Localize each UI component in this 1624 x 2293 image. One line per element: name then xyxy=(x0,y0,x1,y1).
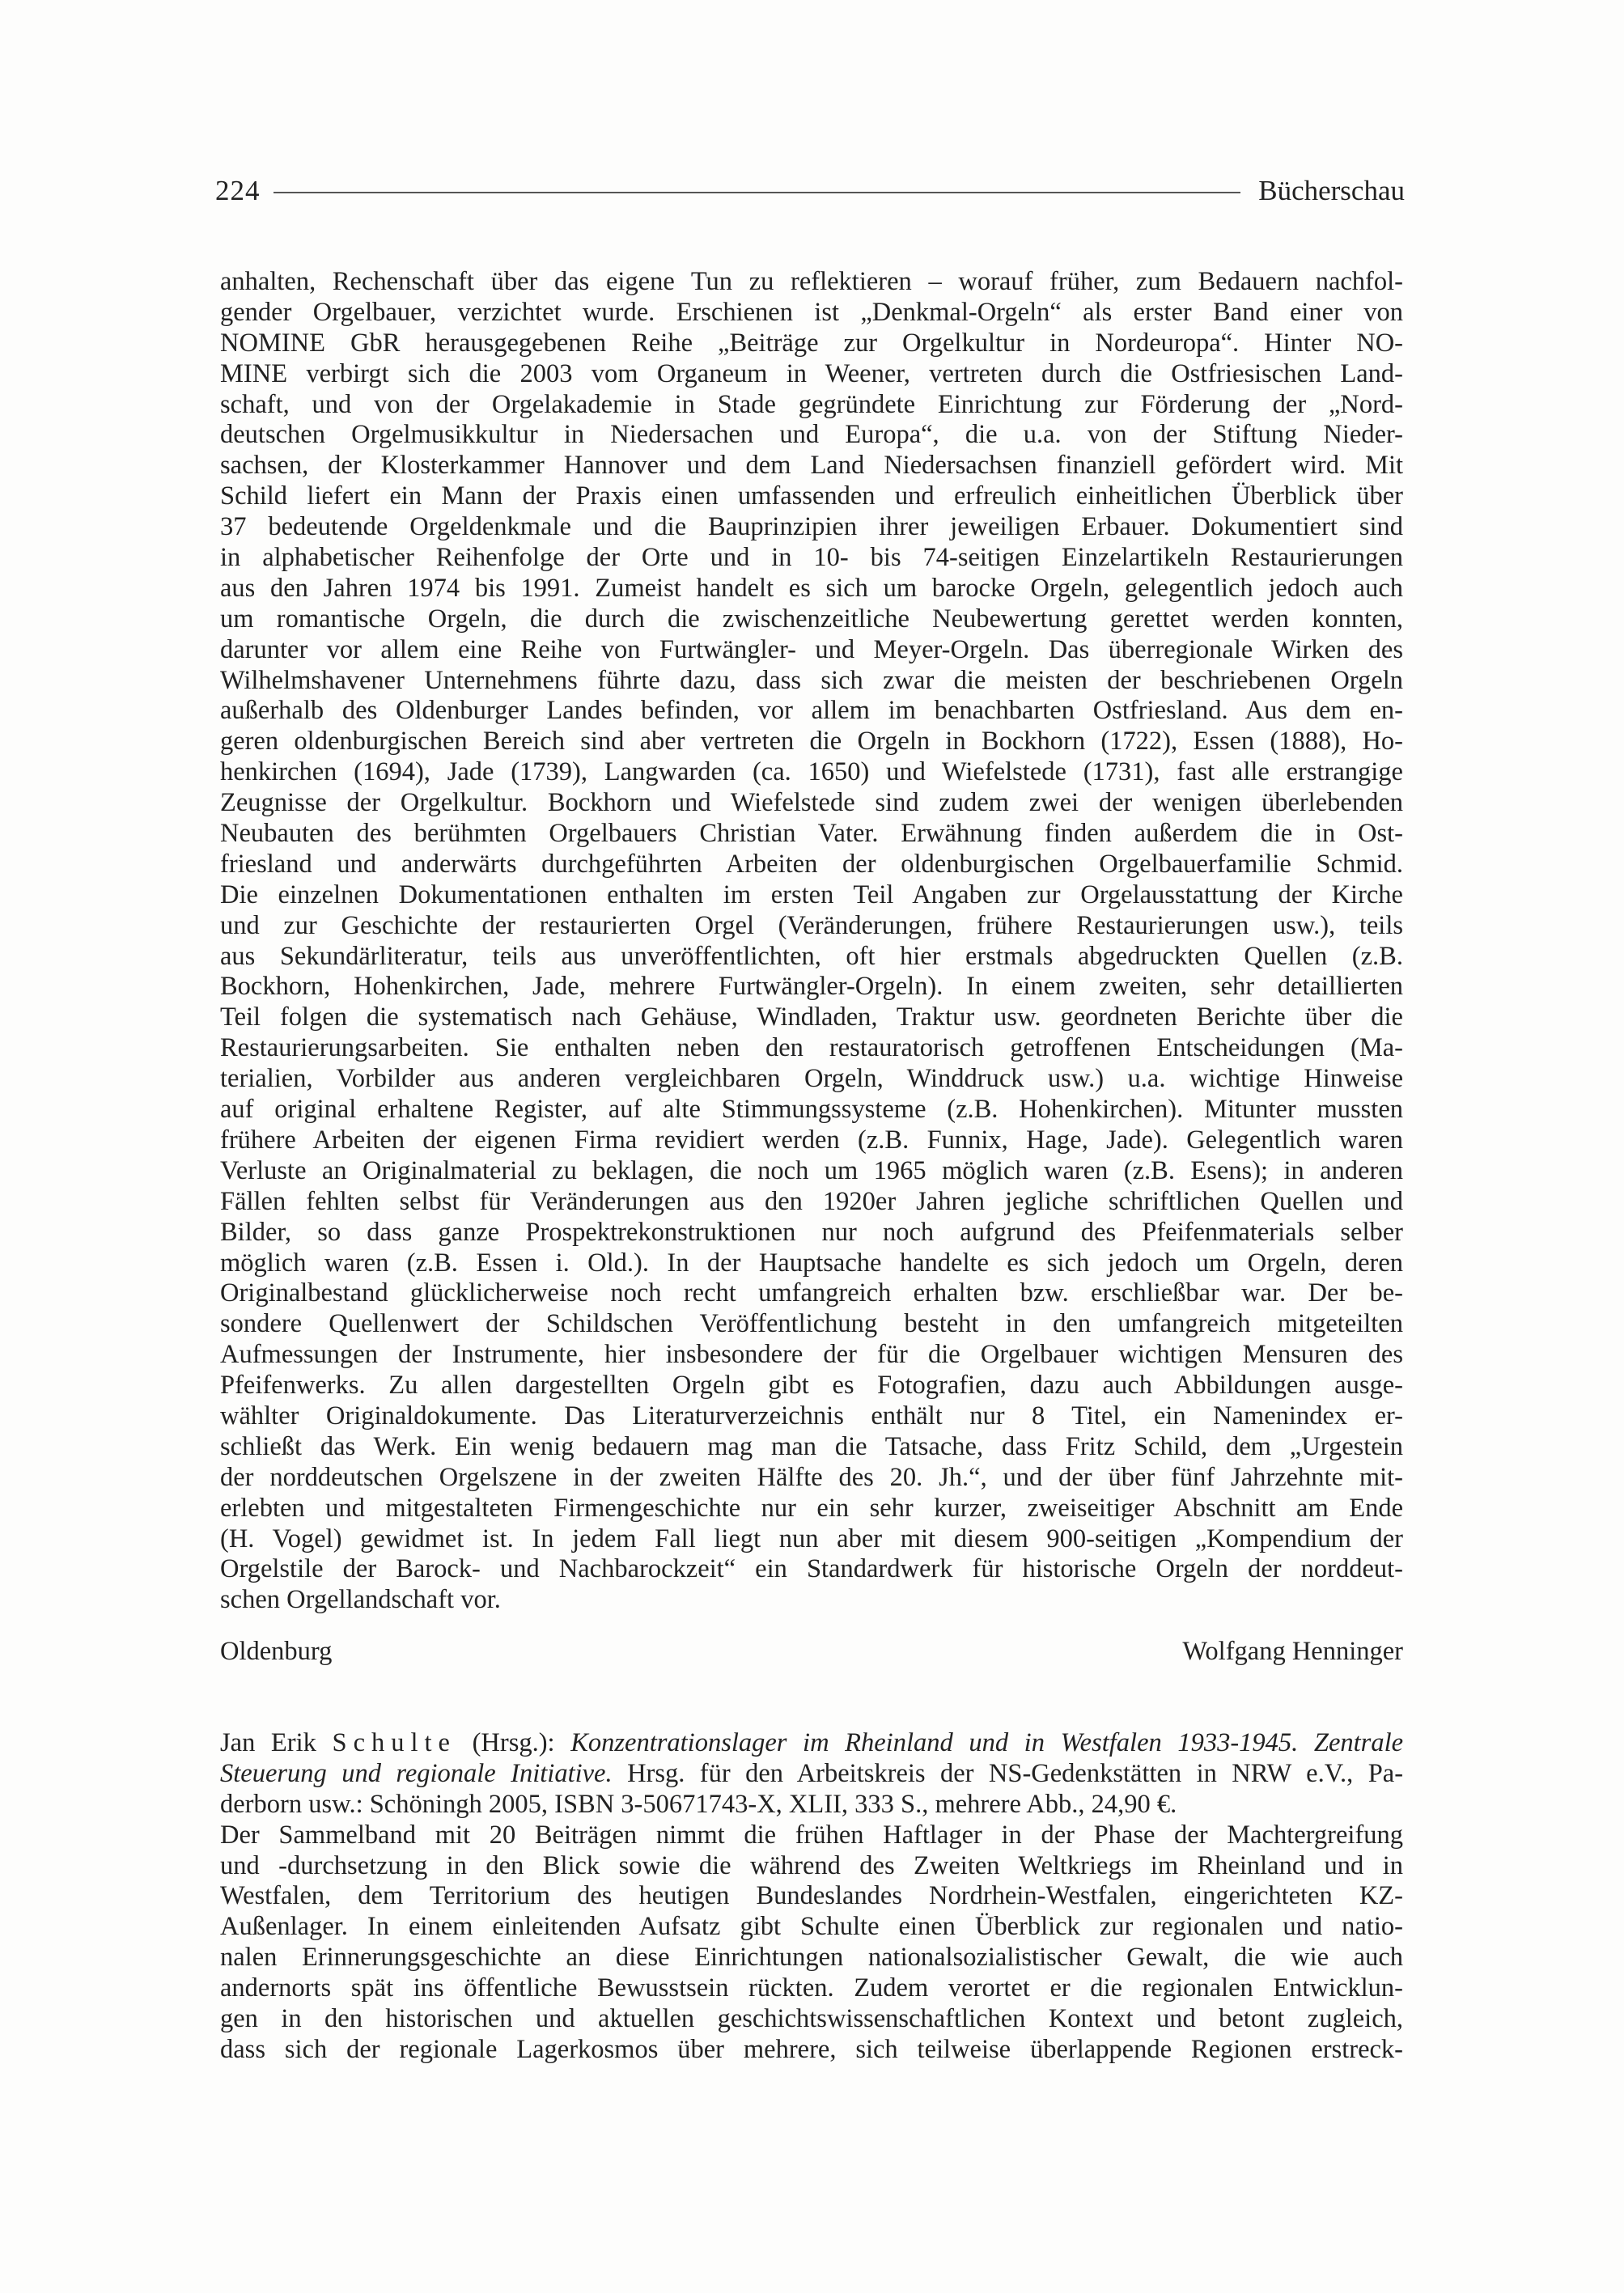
text-line: Aufmessungen der Instrumente, hier insbesondere der für die Orgelbauer wichtigen Mensuren des xyxy=(220,1340,1403,1370)
running-header xyxy=(215,168,1405,214)
review-signature xyxy=(220,1637,1403,1667)
text-line: nalen Erinnerungsgeschichte an diese Einrichtungen nationalsozialistischer Gewalt, die wie auch xyxy=(220,1943,1403,1973)
review-concentration-camps xyxy=(220,1728,1403,2066)
text-line: MINE verbirgt sich die 2003 vom Organeum in Weener, vertreten durch die Ostfriesischen Land- xyxy=(220,358,1403,388)
text-line: Neubauten des berühmten Orgelbauers Christian Vater. Erwähnung finden außerdem die in Ost- xyxy=(220,819,1403,849)
text-line: Bockhorn, Hohenkirchen, Jade, mehrere Furtwängler-Orgeln). In einem zweiten, sehr detaillierten xyxy=(220,972,1403,1002)
section-title: Bücherschau xyxy=(1258,175,1405,206)
text-line: und -durchsetzung in den Blick sowie die während des Zweiten Weltkriegs im Rheinland und in xyxy=(220,1850,1403,1880)
text-line: darunter vor allem eine Reihe von Furtwängler- und Meyer-Orgeln. Das überregionale Wirken des xyxy=(220,634,1403,664)
text-line: aus den Jahren 1974 bis 1991. Zumeist handelt es sich um barocke Orgeln, gelegentlich jedoch auch xyxy=(220,573,1403,603)
text-line: gender Orgelbauer, verzichtet wurde. Erschienen ist „Denkmal-Orgeln“ als erster Band einer von xyxy=(220,297,1403,327)
text-line: in alphabetischer Reihenfolge der Orte und in 10- bis 74-seitigen Einzelartikeln Restaurierungen xyxy=(220,543,1403,573)
text-line: (H. Vogel) gewidmet ist. In jedem Fall liegt nun aber mit diesem 900-seitigen „Kompendium der xyxy=(220,1524,1403,1553)
text-line: Die einzelnen Dokumentationen enthalten im ersten Teil Angaben zur Orgelausstattung der Kirche xyxy=(220,879,1403,909)
text-line: terialien, Vorbilder aus anderen vergleichbaren Orgeln, Winddruck usw.) u.a. wichtige Hinweise xyxy=(220,1064,1403,1094)
publisher-info: Hrsg. für den Arbeitskreis der NS-Gedenkstätten in NRW e.V., Pa- xyxy=(627,1758,1404,1788)
text-line: Pfeifenwerks. Zu allen dargestellten Orgeln gibt es Fotografien, dazu auch Abbildungen ausge- xyxy=(220,1371,1403,1401)
review-text-organ-monuments xyxy=(220,267,1403,1616)
text-line: um romantische Orgeln, die durch die zwischenzeitliche Neubewertung gerettet werden konnten, xyxy=(220,604,1403,634)
text-line: Originalbestand glücklicherweise noch recht umfangreich erhalten bzw. erschließbar war. Der be- xyxy=(220,1278,1403,1308)
text-line: schaft, und von der Orgelakademie in Stade gegründete Einrichtung zur Förderung der „Nord- xyxy=(220,389,1403,419)
text-line: Der Sammelband mit 20 Beiträgen nimmt die frühen Haftlager in der Phase der Machtergreifung xyxy=(220,1820,1403,1850)
text-line: Orgelstile der Barock- und Nachbarockzeit“ ein Standardwerk für historische Orgeln der norddeut- xyxy=(220,1554,1403,1584)
review-place: Oldenburg xyxy=(220,1637,333,1666)
text-line: friesland und anderwärts durchgeführten Arbeiten der oldenburgischen Orgelbauerfamilie Schmid. xyxy=(220,849,1403,879)
text-line: Zeugnisse der Orgelkultur. Bockhorn und Wiefelstede sind zudem zwei der wenigen überlebenden xyxy=(220,788,1403,818)
text-line: Restaurierungsarbeiten. Sie enthalten neben den restauratorisch getroffenen Entscheidungen (Ma- xyxy=(220,1033,1403,1063)
review-text-body xyxy=(220,1820,1403,2066)
text-line: Bilder, so dass ganze Prospektrekonstruktionen nur noch aufgrund des Pfeifenmaterials selber xyxy=(220,1217,1403,1247)
text-line: Wilhelmshavener Unternehmens führte dazu, dass sich zwar die meisten der beschriebenen Orgeln xyxy=(220,665,1403,695)
bibliographic-entry-line xyxy=(220,1759,1403,1790)
book-subtitle: Steuerung und regionale Initiative. xyxy=(220,1758,613,1788)
text-line: Fällen fehlten selbst für Veränderungen aus den 1920er Jahren jegliche schriftlichen Quellen und xyxy=(220,1186,1403,1216)
text-line: Außenlager. In einem einleitenden Aufsatz gibt Schulte einen Überblick zur regionalen und natio- xyxy=(220,1912,1403,1942)
text-line: erlebten und mitgestalteten Firmengeschichte nur ein sehr kurzer, zweiseitiger Abschnitt am Ende xyxy=(220,1493,1403,1523)
reviewer-name: Wolfgang Henninger xyxy=(1182,1637,1403,1666)
text-line: Schild liefert ein Mann der Praxis einen umfassenden und erfreulich einheitlichen Überblick über xyxy=(220,481,1403,511)
text-line: anhalten, Rechenschaft über das eigene Tun zu reflektieren – worauf früher, zum Bedauern nachfol- xyxy=(220,267,1403,296)
book-author-first: Jan Erik xyxy=(220,1728,316,1757)
text-line: dass sich der regionale Lagerkosmos über mehrere, sich teilweise überlappende Regionen erstreck- xyxy=(220,2034,1403,2064)
book-title: Konzentrationslager im Rheinland und in Westfalen 1933-1945. Zentrale xyxy=(570,1728,1404,1757)
text-line: Westfalen, dem Territorium des heutigen Bundeslandes Nordrhein-Westfalen, eingerichteten KZ- xyxy=(220,1881,1403,1911)
text-line: frühere Arbeiten der eigenen Firma revidiert werden (z.B. Funnix, Hage, Jade). Gelegentlich waren xyxy=(220,1125,1403,1155)
editor-mark: (Hrsg.): xyxy=(472,1728,555,1757)
text-line: aus Sekundärliteratur, teils aus unveröffentlichten, oft hier erstmals abgedruckten Quellen (z.B. xyxy=(220,941,1403,971)
bibliographic-entry-line xyxy=(220,1728,1403,1759)
text-line: schließt das Werk. Ein wenig bedauern mag man die Tatsache, dass Fritz Schild, dem „Urgestein xyxy=(220,1431,1403,1461)
text-line: schen Orgellandschaft vor. xyxy=(220,1585,501,1615)
text-line: auf original erhaltene Register, auf alte Stimmungssysteme (z.B. Hohenkirchen). Mitunter mussten xyxy=(220,1095,1403,1125)
text-line: der norddeutschen Orgelszene in der zweiten Hälfte des 20. Jh.“, und der über fünf Jahrzehnte mit- xyxy=(220,1462,1403,1492)
text-line: außerhalb des Oldenburger Landes befinden, vor allem im benachbarten Ostfriesland. Aus dem en- xyxy=(220,696,1403,726)
text-line: andernorts spät ins öffentliche Bewusstsein rückten. Zudem verortet er die regionalen Entwicklun- xyxy=(220,1973,1403,2003)
text-line: NOMINE GbR herausgegebenen Reihe „Beiträge zur Orgelkultur in Nordeuropa“. Hinter NO- xyxy=(220,328,1403,358)
text-line: sachsen, der Klosterkammer Hannover und dem Land Niedersachsen finanziell gefördert wird. Mit xyxy=(220,451,1403,481)
text-line: sondere Quellenwert der Schildschen Veröffentlichung besteht in den umfangreich mitgeteilten xyxy=(220,1309,1403,1339)
text-line: Teil folgen die systematisch nach Gehäuse, Windladen, Traktur usw. geordneten Berichte über die xyxy=(220,1002,1403,1032)
book-author-last: Schulte xyxy=(332,1728,456,1757)
text-line: 37 bedeutende Orgeldenkmale und die Bauprinzipien ihrer jeweiligen Erbauer. Dokumentiert sind xyxy=(220,512,1403,542)
text-line: henkirchen (1694), Jade (1739), Langwarden (ca. 1650) und Wiefelstede (1731), fast alle erstrangige xyxy=(220,757,1403,787)
text-line: möglich waren (z.B. Essen i. Old.). In der Hauptsache handelte es sich jedoch um Orgeln, deren xyxy=(220,1248,1403,1278)
text-line: Verluste an Originalmaterial zu beklagen, die noch um 1965 möglich waren (z.B. Esens); in anderen xyxy=(220,1155,1403,1185)
text-line: gen in den historischen und aktuellen geschichtswissenschaftlichen Kontext und betont zugleich, xyxy=(220,2004,1403,2034)
text-line: deutschen Orgelmusikkultur in Niedersachen und Europa“, die u.a. von der Stiftung Nieder- xyxy=(220,420,1403,450)
text-line: wählter Originaldokumente. Das Literaturverzeichnis enthält nur 8 Titel, ein Namenindex er- xyxy=(220,1401,1403,1430)
page-number: 224 xyxy=(215,175,261,206)
publication-details: derborn usw.: Schöningh 2005, ISBN 3-50671743-X, XLII, 333 S., mehrere Abb., 24,90 €. xyxy=(220,1789,1177,1819)
header-rule xyxy=(273,192,1241,193)
text-line: geren oldenburgischen Bereich sind aber vertreten die Orgeln in Bockhorn (1722), Essen (1888), Ho- xyxy=(220,727,1403,757)
text-line: und zur Geschichte der restaurierten Orgel (Veränderungen, frühere Restaurierungen usw.), teils xyxy=(220,910,1403,940)
